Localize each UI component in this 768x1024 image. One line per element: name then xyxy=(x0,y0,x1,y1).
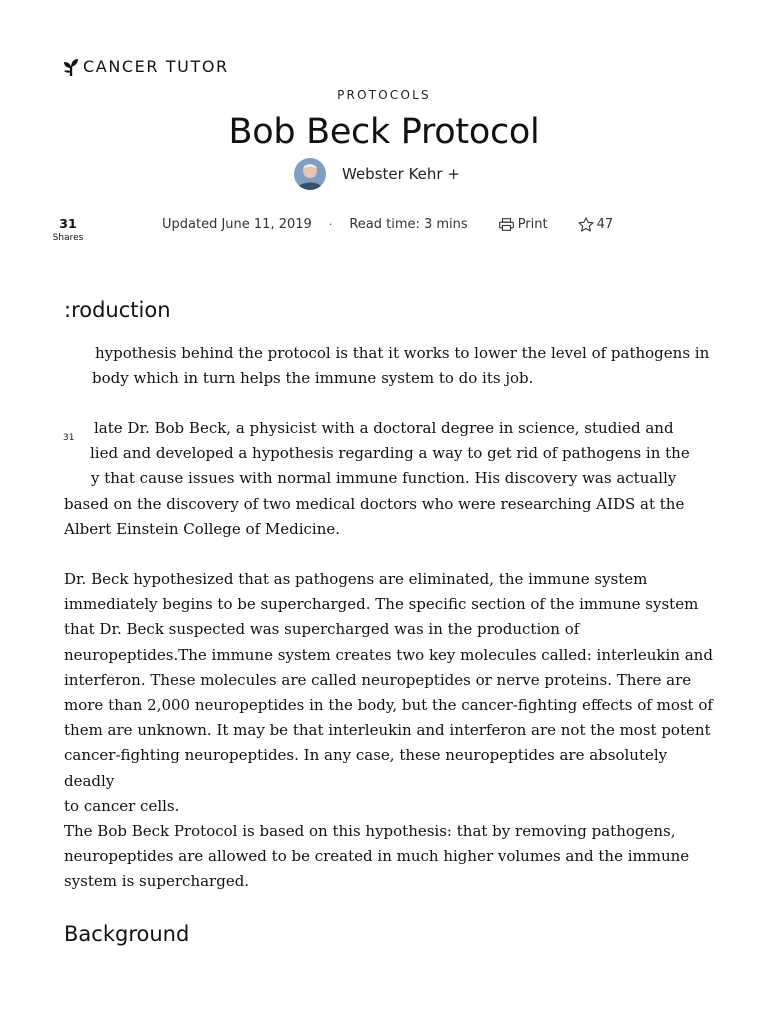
paragraph-line: immediately begins to be supercharged. The specific section of the immune system xyxy=(64,595,699,614)
read-time: Read time: 3 mins xyxy=(349,216,468,232)
share-label: Shares xyxy=(52,233,84,243)
print-label: Print xyxy=(517,216,548,232)
paragraph-line: Albert Einstein College of Medicine. xyxy=(64,519,341,538)
site-logo[interactable] xyxy=(62,56,229,78)
paragraph-line: y that cause issues with normal immune function. His discovery was actually xyxy=(91,469,677,488)
paragraph-4 xyxy=(64,819,714,895)
paragraph-line: to cancer cells. xyxy=(64,796,180,815)
paragraph-line: more than 2,000 neuropeptides in the body, but the cancer-fighting effects of most of xyxy=(64,696,713,715)
section-heading-background: Background xyxy=(64,922,190,946)
print-button[interactable] xyxy=(499,217,548,232)
article-category[interactable]: PROTOCOLS xyxy=(337,88,431,102)
plant-sprout-icon xyxy=(62,57,80,77)
paragraph-line: cancer-fighting neuropeptides. In any case, these neuropeptides are absolutely deadly xyxy=(64,746,668,790)
share-count: 31 xyxy=(59,216,77,231)
paragraph-line: hypothesis behind the protocol is that it works to lower the level of pathogens in xyxy=(95,344,710,362)
paragraph-2 xyxy=(64,416,714,542)
paragraph-3 xyxy=(64,567,714,819)
share-counter xyxy=(50,216,86,244)
article-meta xyxy=(162,215,613,233)
paragraph-line: neuropeptides.The immune system creates two key molecules called: interleukin and xyxy=(64,645,713,664)
paragraph-line: lied and developed a hypothesis regarding a way to get rid of pathogens in the xyxy=(90,444,690,463)
printer-icon xyxy=(499,218,514,231)
avatar[interactable] xyxy=(294,158,326,190)
paragraph-line: late Dr. Bob Beck, a physicist with a doctoral degree in science, studied and xyxy=(94,419,674,437)
paragraph-line: based on the discovery of two medical doctors who were researching AIDS at the xyxy=(64,494,685,513)
floating-share-count[interactable]: 31 xyxy=(63,433,75,443)
paragraph-line: that Dr. Beck suspected was supercharged was in the production of xyxy=(64,620,580,639)
paragraph-1 xyxy=(64,341,714,391)
updated-date: Updated June 11, 2019 xyxy=(162,216,312,232)
rating-count: 47 xyxy=(596,216,614,232)
star-icon xyxy=(578,217,594,232)
author-name[interactable]: Webster Kehr + xyxy=(342,165,460,183)
paragraph-line: body which in turn helps the immune system to do its job. xyxy=(92,369,534,388)
paragraph-line: neuropeptides are allowed to be created in much higher volumes and the immune xyxy=(64,847,690,866)
meta-separator: · xyxy=(328,217,333,231)
logo-text: CANCER TUTOR xyxy=(83,57,229,76)
rating-button[interactable] xyxy=(578,217,614,232)
paragraph-line: them are unknown. It may be that interleukin and interferon are not the most potent xyxy=(64,721,711,740)
paragraph-line: The Bob Beck Protocol is based on this hypothesis: that by removing pathogens, xyxy=(64,822,676,840)
paragraph-line: Dr. Beck hypothesized that as pathogens are eliminated, the immune system xyxy=(64,570,648,588)
page-title: Bob Beck Protocol xyxy=(228,112,540,152)
author-byline[interactable] xyxy=(294,157,460,191)
paragraph-line: interferon. These molecules are called neuropeptides or nerve proteins. There are xyxy=(64,670,692,689)
paragraph-line: system is supercharged. xyxy=(64,872,250,891)
section-heading-introduction: :roduction xyxy=(64,298,171,322)
